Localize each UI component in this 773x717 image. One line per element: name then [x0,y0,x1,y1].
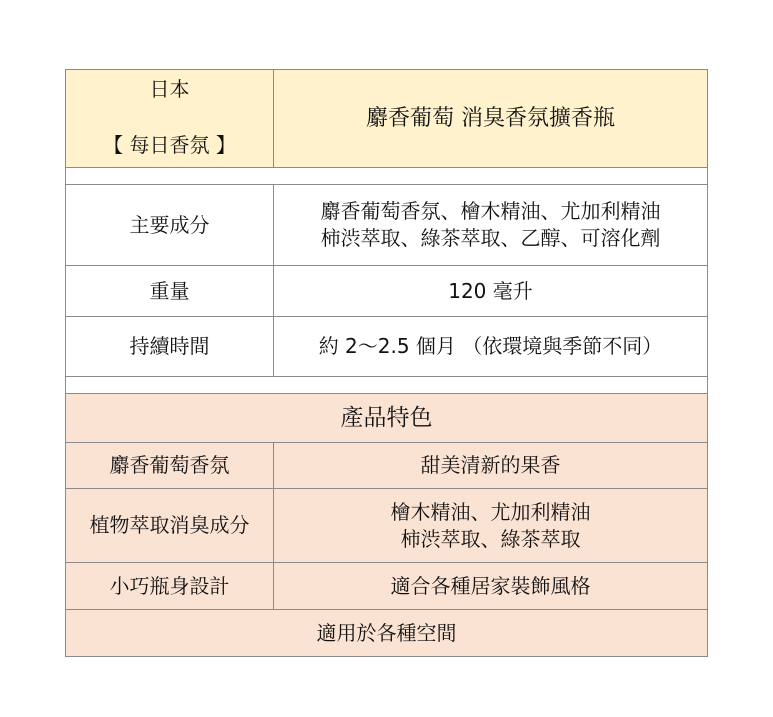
footer-row [66,609,707,656]
feature-row [66,488,707,562]
spec-value: 約 2～2.5 個月 （依環境與季節不同） [318,334,663,358]
spec-row-duration [66,316,707,376]
header-row [66,70,707,167]
feature-label: 小巧瓶身設計 [66,563,274,609]
spacer-row [66,376,707,393]
brand-series: 【 每日香氛 】 [103,133,236,157]
origin-country: 日本 [149,77,190,101]
feature-row [66,442,707,488]
feature-value: 適合各種居家裝飾風格 [274,563,707,609]
usage-note: 適用於各種空間 [66,610,707,656]
feature-value-line: 柿渋萃取、綠茶萃取 [400,526,581,551]
spacer-row [66,167,707,184]
origin-cell [66,70,274,167]
feature-value-line: 檜木精油、尤加利精油 [390,499,591,524]
spec-value [274,185,707,265]
feature-label: 植物萃取消臭成分 [66,489,274,562]
feature-value: 甜美清新的果香 [274,443,707,488]
product-info-table [65,69,708,657]
spec-value: 120 毫升 [448,278,533,303]
spec-row-ingredients [66,184,707,265]
product-name: 麝香葡萄 消臭香氛擴香瓶 [274,70,707,167]
spec-value-line: 柿渋萃取、綠茶萃取、乙醇、可溶化劑 [320,226,661,250]
spec-value-line: 麝香葡萄香氛、檜木精油、尤加利精油 [320,199,661,223]
spec-label: 持續時間 [66,317,274,376]
features-title-row [66,393,707,442]
features-title: 產品特色 [66,394,707,442]
spec-label: 主要成分 [66,185,274,265]
feature-value [274,489,707,562]
feature-label: 麝香葡萄香氛 [66,443,274,488]
spec-label: 重量 [66,266,274,316]
feature-row [66,562,707,609]
spec-row-weight [66,265,707,316]
